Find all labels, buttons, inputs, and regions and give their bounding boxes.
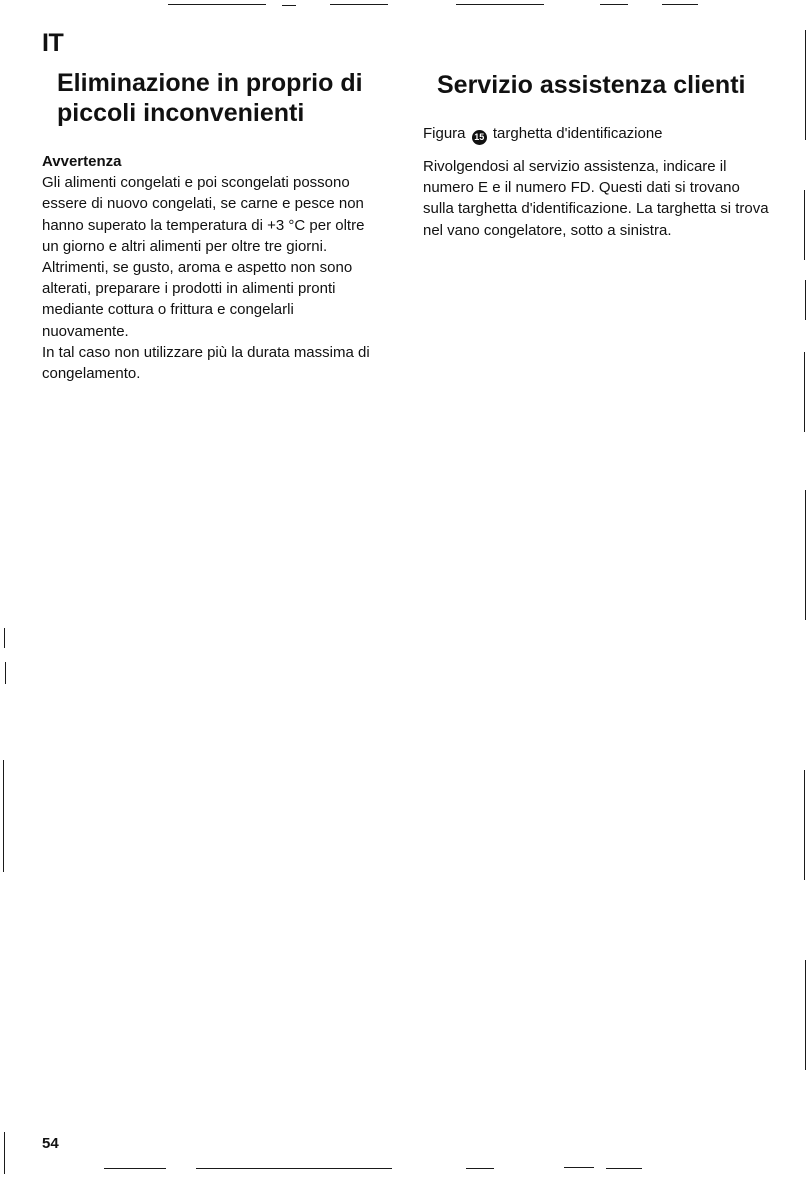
scan-artifact-line bbox=[4, 1132, 5, 1174]
scan-artifact-line bbox=[104, 1168, 166, 1169]
service-paragraph: Rivolgendosi al servizio assistenza, indicare il numero E e il numero FD. Questi dati si trovano sulla targhetta d'identificazione. La targhetta si trova nel vano congelatore, sotto a sinistra. bbox=[423, 158, 769, 239]
scan-artifact-line bbox=[804, 190, 805, 260]
figure-caption: targhetta d'identificazione bbox=[492, 125, 663, 142]
troubleshooting-column bbox=[42, 151, 382, 384]
customer-service-column bbox=[423, 123, 769, 241]
section-title-customer-service: Servizio assistenza clienti bbox=[437, 71, 746, 99]
section-title-troubleshooting: Eliminazione in proprio di piccoli inconvenienti bbox=[57, 69, 363, 127]
scan-artifact-line bbox=[5, 662, 6, 684]
page-number: 54 bbox=[42, 1135, 59, 1152]
scan-artifact-line bbox=[196, 1168, 392, 1169]
scan-artifact-line bbox=[805, 280, 806, 320]
scan-artifact-line bbox=[282, 5, 296, 6]
scan-artifact-line bbox=[662, 4, 698, 5]
figure-prefix: Figura bbox=[423, 125, 466, 142]
language-tag: IT bbox=[42, 29, 64, 57]
scan-artifact-line bbox=[3, 760, 4, 872]
warning-subheading: Avvertenza bbox=[42, 153, 122, 170]
scan-artifact-line bbox=[456, 4, 544, 5]
scan-artifact-line bbox=[600, 4, 628, 5]
scan-artifact-line bbox=[330, 4, 388, 5]
scan-artifact-line bbox=[804, 770, 805, 880]
scan-artifact-line bbox=[805, 960, 806, 1070]
scan-artifact-line bbox=[606, 1168, 642, 1169]
warning-paragraph: Gli alimenti congelati e poi scongelati possono essere di nuovo congelati, se carne e pesce non hanno superato la temperatura di +3 °C per oltre un giorno e altri alimenti per oltre tre giorni. bbox=[42, 174, 365, 255]
scan-artifact-line bbox=[805, 30, 806, 140]
scan-artifact-line bbox=[805, 490, 806, 620]
figure-reference bbox=[423, 123, 769, 145]
scan-artifact-line bbox=[564, 1167, 594, 1168]
scan-artifact-line bbox=[804, 352, 805, 432]
warning-paragraph: Altrimenti, se gusto, aroma e aspetto non sono alterati, preparare i prodotti in alimenti pronti mediante cottura o frittura e congelarli nuovamente. bbox=[42, 259, 353, 340]
figure-number-badge: 15 bbox=[472, 130, 487, 145]
scan-artifact-line bbox=[4, 628, 5, 648]
warning-paragraph: In tal caso non utilizzare più la durata massima di congelamento. bbox=[42, 343, 370, 383]
scan-artifact-line bbox=[168, 4, 266, 5]
scan-artifact-line bbox=[466, 1168, 494, 1169]
